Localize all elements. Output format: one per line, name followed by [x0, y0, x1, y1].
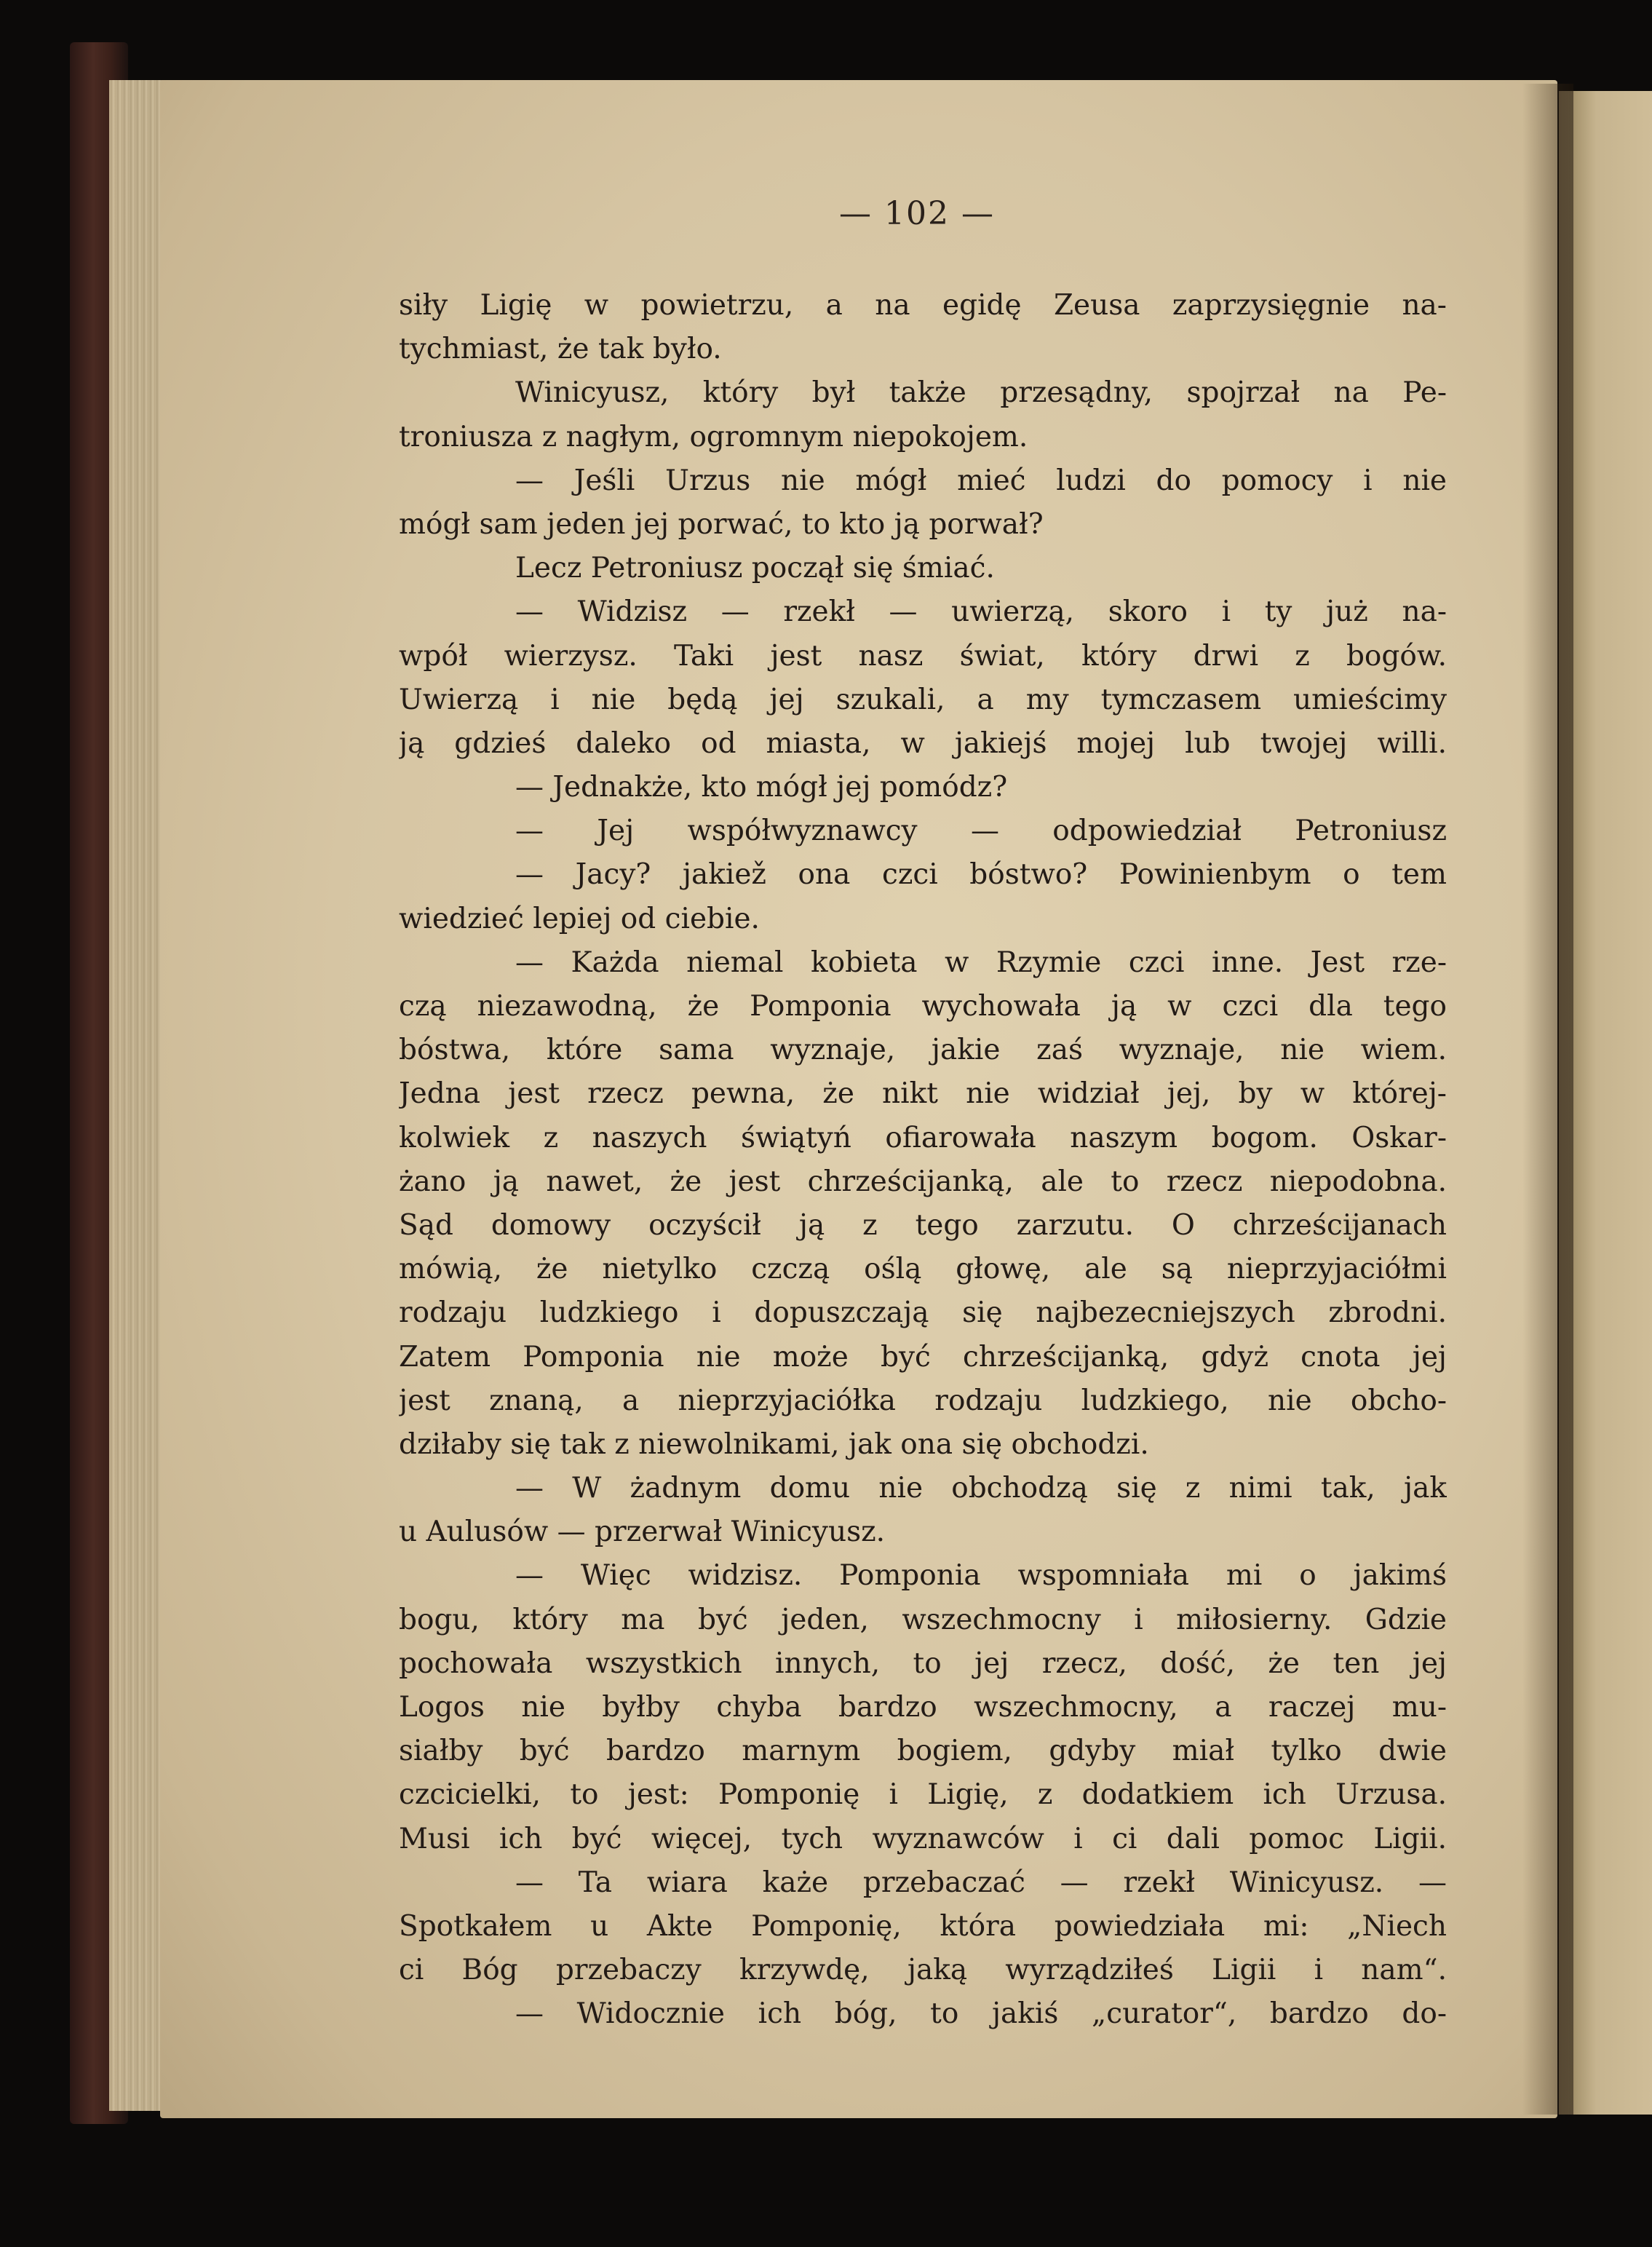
text-line: — Widzisz — rzekł — uwierzą, skoro i ty już na-: [515, 595, 1447, 629]
text-line: wpół wierzysz. Taki jest nasz świat, który drwi z bogów.: [399, 639, 1447, 673]
text-line: Musi ich być więcej, tych wyznawców i ci dali pomoc Ligii.: [399, 1822, 1447, 1855]
text-line: żano ją nawet, że jest chrześcijanką, ale to rzecz niepodobna.: [399, 1165, 1447, 1198]
text-line: ci Bóg przebaczy krzywdę, jaką wyrządziłeś Ligii i nam“.: [399, 1954, 1447, 1987]
text-line: rodzaju ludzkiego i dopuszczają się najbezecniejszych zbrodni.: [399, 1296, 1447, 1330]
text-line: Uwierzą i nie będą jej szukali, a my tymczasem umieścimy: [399, 683, 1447, 716]
text-line: — Ta wiara każe przebaczać — rzekł Winicyusz. —: [515, 1866, 1447, 1899]
text-line: kolwiek z naszych świątyń ofiarowała naszym bogom. Oskar-: [399, 1121, 1447, 1154]
text-line: ją gdzieś daleko od miasta, w jakiejś mojej lub twojej willi.: [399, 726, 1447, 760]
text-line: — Jednakże, kto mógł jej pomódz?: [515, 771, 1008, 804]
text-line: Logos nie byłby chyba bardzo wszechmocny, a raczej mu-: [399, 1691, 1447, 1724]
text-line: tychmiast, że tak było.: [399, 333, 722, 366]
page-body-text: [399, 284, 1447, 2037]
text-line: — Więc widzisz. Pomponia wspomniała mi o jakimś: [515, 1559, 1447, 1593]
text-line: pochowała wszystkich innych, to jej rzecz, dość, że ten jej: [399, 1646, 1447, 1680]
text-line: — Widocznie ich bóg, to jakiś „curator“, bardzo do-: [515, 1997, 1447, 2031]
text-line: dziłaby się tak z niewolnikami, jak ona się obchodzi.: [399, 1427, 1149, 1461]
text-line: czą niezawodną, że Pomponia wychowała ją w czci dla tego: [399, 990, 1447, 1023]
text-line: — Każda niemal kobieta w Rzymie czci inne. Jest rze-: [515, 946, 1447, 979]
text-line: — W żadnym domu nie obchodzą się z nimi tak, jak: [515, 1472, 1447, 1505]
text-line: — Jeśli Urzus nie mógł mieć ludzi do pomocy i nie: [515, 464, 1447, 497]
text-line: wiedzieć lepiej od ciebie.: [399, 902, 760, 935]
gutter-shadow: [1522, 84, 1573, 2115]
text-line: Zatem Pomponia nie może być chrześcijanką, gdyż cnota jej: [399, 1340, 1447, 1374]
text-line: jest znaną, a nieprzyjaciółka rodzaju ludzkiego, nie obcho-: [399, 1384, 1447, 1417]
text-line: Winicyusz, który był także przesądny, spojrzał na Pe-: [515, 376, 1447, 410]
text-line: bóstwa, które sama wyznaje, jakie zaś wyznaje, nie wiem.: [399, 1034, 1447, 1067]
text-line: troniusza z nagłym, ogromnym niepokojem.: [399, 420, 1028, 453]
text-line: czcicielki, to jest: Pomponię i Ligię, z dodatkiem ich Urzusa.: [399, 1778, 1447, 1812]
text-line: Jedna jest rzecz pewna, że nikt nie widział jej, by w której-: [399, 1077, 1447, 1111]
text-line: mówią, że nietylko czczą oślą głowę, ale są nieprzyjaciółmi: [399, 1253, 1447, 1286]
text-line: Sąd domowy oczyścił ją z tego zarzutu. O chrześcijanach: [399, 1208, 1447, 1242]
text-line: mógł sam jeden jej porwać, to kto ją porwał?: [399, 507, 1044, 541]
text-line: bogu, który ma być jeden, wszechmocny i miłosierny. Gdzie: [399, 1603, 1447, 1636]
text-line: Spotkałem u Akte Pomponię, która powiedziała mi: „Niech: [399, 1909, 1447, 1943]
text-line: Lecz Petroniusz począł się śmiać.: [515, 552, 995, 585]
text-line: siałby być bardzo marnym bogiem, gdyby miał tylko dwie: [399, 1735, 1447, 1768]
page-number: — 102 —: [839, 195, 995, 232]
text-line: siły Ligię w powietrzu, a na egidę Zeusa zaprzysięgnie na-: [399, 289, 1447, 322]
text-line: u Aulusów — przerwał Winicyusz.: [399, 1515, 886, 1549]
text-line: — Jacy? jakiež ona czci bóstwo? Powinienbym o tem: [515, 858, 1447, 892]
text-line: — Jej współwyznawcy — odpowiedział Petroniusz: [515, 815, 1447, 848]
